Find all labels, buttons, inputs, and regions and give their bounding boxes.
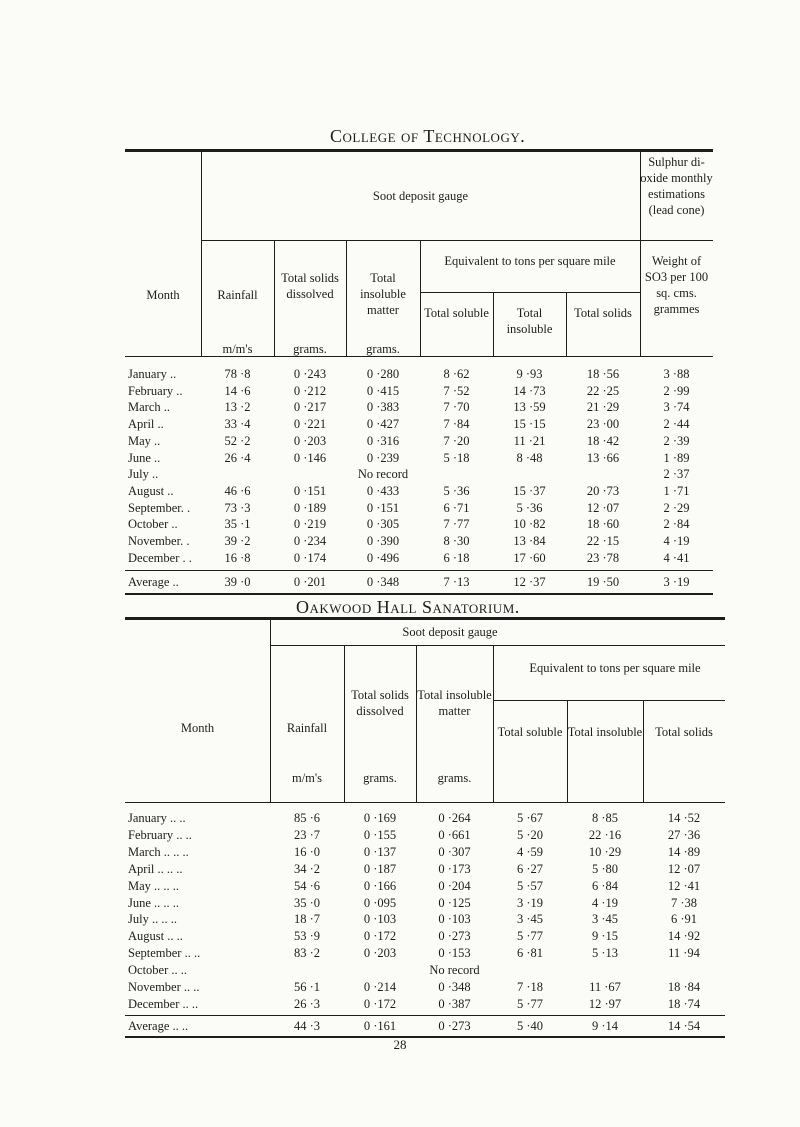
solids-dissolved-cell: 0 ·155 bbox=[363, 827, 397, 842]
total-insoluble-cell: 17 ·60 bbox=[513, 550, 546, 565]
total-soluble-cell: 8 ·30 bbox=[443, 534, 470, 548]
solids-dissolved-cell: 0 ·234 bbox=[293, 534, 327, 548]
month-cell: October .. .. bbox=[128, 963, 188, 978]
total-soluble-header: Total soluble bbox=[497, 725, 563, 739]
insoluble-matter-cell: No record bbox=[429, 963, 480, 978]
page-title: College of Technology. bbox=[330, 126, 526, 146]
rainfall-cell: 54 ·6 bbox=[293, 878, 321, 893]
so2-weight-cell: 3 ·19 bbox=[663, 575, 690, 589]
insoluble-matter-cell: 0 ·204 bbox=[438, 878, 471, 893]
total-solids-cell: 7 ·38 bbox=[670, 895, 698, 910]
month-cell: May .. .. .. bbox=[128, 878, 180, 893]
table-row bbox=[0, 827, 800, 844]
total-insoluble-cell: 9 ·15 bbox=[591, 929, 619, 944]
total-insoluble-cell: 4 ·19 bbox=[591, 895, 619, 910]
total-insoluble-cell: 14 ·73 bbox=[513, 383, 546, 398]
solids-dissolved-cell: 0 ·095 bbox=[363, 895, 397, 910]
month-cell: November .. .. bbox=[128, 980, 200, 994]
total-insoluble-matter-header: Total insoluble matter bbox=[417, 688, 492, 718]
soot-deposit-gauge-header: Soot deposit gauge bbox=[372, 189, 469, 203]
total-solids-cell: 13 ·66 bbox=[586, 450, 620, 465]
total-solids-cell: 20 ·73 bbox=[586, 483, 620, 498]
table1-vrule bbox=[420, 240, 421, 357]
table1-vrule bbox=[566, 292, 567, 357]
total-insoluble-cell: 9 ·93 bbox=[516, 367, 543, 381]
total-soluble-cell: 7 ·84 bbox=[443, 417, 470, 432]
total-solids-cell: 19 ·50 bbox=[586, 575, 620, 589]
solids-dissolved-cell: 0 ·169 bbox=[363, 811, 397, 825]
total-insoluble-cell: 22 ·16 bbox=[588, 827, 622, 842]
total-solids-cell: 18 ·84 bbox=[667, 980, 701, 994]
insoluble-matter-cell: 0 ·125 bbox=[438, 895, 471, 910]
table-row bbox=[0, 383, 800, 400]
insoluble-matter-cell: 0 ·496 bbox=[366, 550, 400, 565]
total-solids-cell: 14 ·52 bbox=[667, 811, 701, 825]
total-solids-cell: 14 ·89 bbox=[667, 844, 701, 859]
table-row bbox=[0, 996, 800, 1013]
table2-title: Oakwood Hall Sanatorium. bbox=[296, 597, 520, 617]
insoluble-matter-cell: 0 ·264 bbox=[438, 811, 471, 825]
table-row bbox=[0, 416, 800, 433]
table1-top-rule bbox=[125, 149, 713, 152]
insoluble-matter-cell: 0 ·433 bbox=[366, 483, 400, 498]
rainfall-cell: 13 ·2 bbox=[224, 400, 251, 415]
total-insoluble-cell: 5 ·80 bbox=[591, 861, 619, 876]
total-soluble-cell: 6 ·81 bbox=[516, 946, 544, 961]
rainfall-cell: 26 ·4 bbox=[224, 450, 251, 465]
total-insoluble-header: Total insoluble bbox=[506, 306, 553, 336]
rainfall-cell: 44 ·3 bbox=[293, 1019, 321, 1033]
total-soluble-cell: 6 ·27 bbox=[516, 861, 544, 876]
solids-dissolved-cell: 0 ·146 bbox=[293, 450, 327, 465]
total-solids-cell: 18 ·42 bbox=[586, 433, 620, 448]
table-row bbox=[0, 878, 800, 895]
solids-dissolved-unit: grams. bbox=[363, 771, 397, 785]
table-row bbox=[0, 979, 800, 996]
table2-vrule bbox=[643, 700, 644, 803]
so2-weight-cell: 1 ·71 bbox=[663, 483, 690, 498]
rainfall-cell: 78 ·8 bbox=[224, 367, 251, 381]
insoluble-matter-cell: 0 ·239 bbox=[366, 450, 400, 465]
solids-dissolved-cell: 0 ·137 bbox=[363, 844, 397, 859]
total-insoluble-cell: 12 ·37 bbox=[513, 575, 546, 589]
rainfall-cell: 35 ·0 bbox=[293, 895, 321, 910]
solids-dissolved-cell: 0 ·221 bbox=[293, 417, 327, 432]
total-soluble-cell: 5 ·77 bbox=[516, 929, 544, 944]
table-row bbox=[0, 810, 800, 827]
month-cell: February .. .. bbox=[128, 827, 192, 842]
total-soluble-cell: 7 ·18 bbox=[516, 980, 544, 994]
table2-average-rule bbox=[125, 1015, 725, 1016]
month-cell: December . . bbox=[128, 550, 192, 565]
insoluble-matter-cell: 0 ·273 bbox=[438, 929, 471, 944]
rainfall-cell: 85 ·6 bbox=[293, 811, 321, 825]
rainfall-cell: 83 ·2 bbox=[293, 946, 321, 961]
total-soluble-cell: 4 ·59 bbox=[516, 844, 544, 859]
table1-vrule bbox=[201, 152, 202, 357]
solids-dissolved-cell: 0 ·201 bbox=[293, 575, 327, 589]
total-soluble-cell: 3 ·19 bbox=[516, 895, 544, 910]
rainfall-cell: 46 ·6 bbox=[224, 483, 251, 498]
total-insoluble-cell: 3 ·45 bbox=[591, 912, 619, 927]
total-insoluble-cell: 11 ·21 bbox=[513, 433, 546, 448]
table-row bbox=[0, 466, 800, 483]
month-cell: July .. bbox=[128, 467, 159, 482]
page-number: 28 bbox=[393, 1037, 407, 1052]
total-solids-cell: 18 ·74 bbox=[667, 996, 701, 1011]
so2-weight-cell: 2 ·29 bbox=[663, 500, 690, 515]
insoluble-matter-cell: 0 ·305 bbox=[366, 517, 400, 532]
so2-weight-cell: 2 ·37 bbox=[663, 467, 690, 482]
average-row bbox=[0, 574, 800, 591]
table-row bbox=[0, 433, 800, 450]
rainfall-cell: 39 ·2 bbox=[224, 534, 251, 548]
insoluble-matter-cell: No record bbox=[357, 467, 409, 482]
rainfall-cell: 33 ·4 bbox=[224, 417, 251, 432]
month-cell: April .. bbox=[128, 417, 164, 432]
table-row bbox=[0, 962, 800, 979]
total-insoluble-cell: 5 ·13 bbox=[591, 946, 619, 961]
equivalent-header: Equivalent to tons per square mile bbox=[444, 254, 616, 268]
table-row bbox=[0, 450, 800, 467]
total-insoluble-cell: 13 ·84 bbox=[513, 534, 546, 548]
total-soluble-cell: 5 ·40 bbox=[516, 1019, 544, 1033]
table-row bbox=[0, 861, 800, 878]
total-insoluble-cell: 10 ·29 bbox=[588, 844, 622, 859]
rainfall-cell: 16 ·8 bbox=[224, 550, 251, 565]
total-solids-cell: 12 ·07 bbox=[586, 500, 620, 515]
solids-dissolved-cell: 0 ·172 bbox=[363, 929, 397, 944]
solids-dissolved-cell: 0 ·166 bbox=[363, 878, 397, 893]
table-row bbox=[0, 895, 800, 912]
month-cell: September. . bbox=[128, 500, 191, 515]
month-cell: October .. bbox=[128, 517, 178, 532]
table-row bbox=[0, 500, 800, 517]
average-row bbox=[0, 1018, 800, 1035]
solids-dissolved-cell: 0 ·189 bbox=[293, 500, 327, 515]
total-soluble-cell: 5 ·18 bbox=[443, 450, 470, 465]
total-solids-cell: 21 ·29 bbox=[586, 400, 620, 415]
total-insoluble-matter-header: Total insoluble matter bbox=[360, 271, 406, 317]
table-row bbox=[0, 550, 800, 567]
total-solids-cell: 14 ·92 bbox=[667, 929, 701, 944]
month-cell: March .. bbox=[128, 400, 170, 415]
so2-weight-cell: 2 ·44 bbox=[663, 417, 690, 432]
rainfall-cell: 18 ·7 bbox=[293, 912, 321, 927]
so2-weight-cell: 3 ·88 bbox=[663, 367, 690, 381]
total-soluble-cell: 5 ·57 bbox=[516, 878, 544, 893]
total-insoluble-cell: 15 ·15 bbox=[513, 417, 546, 432]
table-row bbox=[0, 928, 800, 945]
month-cell: April .. .. .. bbox=[128, 861, 183, 876]
total-insoluble-cell: 10 ·82 bbox=[513, 517, 546, 532]
table-row bbox=[0, 516, 800, 533]
rainfall-cell: 34 ·2 bbox=[293, 861, 321, 876]
rainfall-cell: 35 ·1 bbox=[224, 517, 251, 532]
total-solids-cell: 6 ·91 bbox=[670, 912, 698, 927]
solids-dissolved-cell: 0 ·219 bbox=[293, 517, 327, 532]
table2-top-rule bbox=[125, 617, 725, 620]
rainfall-cell: 73 ·3 bbox=[224, 500, 251, 515]
total-insoluble-cell: 6 ·84 bbox=[591, 878, 619, 893]
solids-dissolved-cell: 0 ·103 bbox=[363, 912, 397, 927]
total-solids-cell: 22 ·25 bbox=[586, 383, 620, 398]
month-cell: January .. bbox=[128, 367, 177, 381]
total-soluble-cell: 5 ·36 bbox=[443, 483, 470, 498]
table1-bottom-rule bbox=[125, 593, 713, 595]
weight-so3-header: Weight of SO3 per 100 sq. cms. grammes bbox=[644, 254, 709, 316]
solids-dissolved-cell: 0 ·203 bbox=[363, 946, 397, 961]
table-row bbox=[0, 911, 800, 928]
insoluble-matter-cell: 0 ·307 bbox=[438, 844, 471, 859]
rainfall-cell: 26 ·3 bbox=[293, 996, 321, 1011]
month-header: Month bbox=[146, 288, 180, 302]
total-solids-cell: 11 ·94 bbox=[668, 946, 700, 961]
insoluble-matter-cell: 0 ·390 bbox=[366, 534, 400, 548]
table1-header-rule bbox=[201, 240, 713, 241]
total-solids-dissolved-header: Total solids dissolved bbox=[351, 688, 409, 718]
table-row bbox=[0, 399, 800, 416]
table2-bottom-rule bbox=[125, 1036, 725, 1038]
month-cell: May .. bbox=[128, 433, 161, 448]
total-solids-cell: 22 ·15 bbox=[586, 534, 620, 548]
month-cell: June .. bbox=[128, 450, 161, 465]
month-cell: November. . bbox=[128, 534, 190, 548]
insoluble-matter-cell: 0 ·427 bbox=[366, 417, 400, 432]
total-solids-header: Total solids bbox=[574, 306, 632, 320]
rainfall-cell: 56 ·1 bbox=[293, 980, 321, 994]
month-cell: June .. .. .. bbox=[128, 895, 180, 910]
total-soluble-cell: 7 ·52 bbox=[443, 383, 470, 398]
total-solids-cell: 23 ·78 bbox=[586, 550, 620, 565]
so2-weight-cell: 2 ·84 bbox=[663, 517, 690, 532]
insoluble-matter-cell: 0 ·316 bbox=[366, 433, 400, 448]
rainfall-unit: m/m's bbox=[222, 342, 253, 356]
total-solids-header: Total solids bbox=[655, 725, 713, 739]
total-soluble-cell: 3 ·45 bbox=[516, 912, 544, 927]
table-row bbox=[0, 945, 800, 962]
insoluble-matter-unit: grams. bbox=[437, 771, 472, 785]
insoluble-matter-unit: grams. bbox=[366, 342, 400, 356]
total-solids-cell: 23 ·00 bbox=[586, 417, 620, 432]
solids-dissolved-cell: 0 ·214 bbox=[363, 980, 397, 994]
equivalent-header: Equivalent to tons per square mile bbox=[529, 661, 701, 675]
insoluble-matter-cell: 0 ·153 bbox=[438, 946, 471, 961]
solids-dissolved-cell: 0 ·217 bbox=[293, 400, 327, 415]
total-insoluble-cell: 13 ·59 bbox=[513, 400, 546, 415]
total-solids-cell: 18 ·56 bbox=[586, 367, 620, 381]
insoluble-matter-cell: 0 ·151 bbox=[366, 500, 400, 515]
table2-header-rule bbox=[493, 700, 725, 701]
month-cell: Average .. bbox=[128, 575, 179, 589]
total-soluble-header: Total soluble bbox=[424, 306, 489, 320]
insoluble-matter-cell: 0 ·383 bbox=[366, 400, 400, 415]
table2-header-bottom-rule bbox=[125, 802, 725, 803]
month-cell: August .. .. bbox=[128, 929, 183, 944]
total-solids-cell: 14 ·54 bbox=[667, 1019, 701, 1033]
total-soluble-cell: 7 ·70 bbox=[443, 400, 470, 415]
insoluble-matter-cell: 0 ·280 bbox=[366, 367, 400, 381]
table-row bbox=[0, 844, 800, 861]
table-row bbox=[0, 366, 800, 383]
total-insoluble-cell: 15 ·37 bbox=[513, 483, 546, 498]
total-insoluble-cell: 8 ·48 bbox=[516, 450, 543, 465]
insoluble-matter-cell: 0 ·387 bbox=[438, 996, 471, 1011]
total-insoluble-header: Total insoluble bbox=[567, 725, 643, 739]
insoluble-matter-cell: 0 ·415 bbox=[366, 383, 400, 398]
solids-dissolved-cell: 0 ·243 bbox=[293, 367, 327, 381]
total-soluble-cell: 5 ·67 bbox=[516, 811, 544, 825]
insoluble-matter-cell: 0 ·661 bbox=[438, 827, 471, 842]
so2-weight-cell: 4 ·41 bbox=[663, 550, 690, 565]
table1-header-rule bbox=[420, 292, 640, 293]
total-solids-cell: 12 ·07 bbox=[667, 861, 701, 876]
month-cell: February .. bbox=[128, 383, 183, 398]
total-insoluble-cell: 8 ·85 bbox=[591, 811, 619, 825]
month-cell: March .. .. .. bbox=[128, 844, 189, 859]
insoluble-matter-cell: 0 ·173 bbox=[438, 861, 471, 876]
total-solids-cell: 27 ·36 bbox=[667, 827, 701, 842]
solids-dissolved-cell: 0 ·203 bbox=[293, 433, 327, 448]
total-soluble-cell: 8 ·62 bbox=[443, 367, 470, 381]
table-row bbox=[0, 483, 800, 500]
total-insoluble-cell: 11 ·67 bbox=[589, 980, 621, 994]
insoluble-matter-cell: 0 ·348 bbox=[438, 980, 471, 994]
total-solids-cell: 12 ·41 bbox=[667, 878, 701, 893]
insoluble-matter-cell: 0 ·103 bbox=[438, 912, 471, 927]
rainfall-cell: 53 ·9 bbox=[293, 929, 321, 944]
total-soluble-cell: 6 ·18 bbox=[443, 550, 470, 565]
total-soluble-cell: 7 ·13 bbox=[443, 575, 470, 589]
month-cell: August .. bbox=[128, 483, 174, 498]
total-insoluble-cell: 9 ·14 bbox=[591, 1019, 619, 1033]
so2-weight-cell: 2 ·99 bbox=[663, 383, 690, 398]
month-cell: December .. .. bbox=[128, 996, 199, 1011]
total-insoluble-cell: 12 ·97 bbox=[588, 996, 622, 1011]
total-solids-dissolved-header: Total solids dissolved bbox=[281, 271, 339, 301]
total-insoluble-cell: 5 ·36 bbox=[516, 500, 543, 515]
soot-deposit-gauge-header: Soot deposit gauge bbox=[402, 625, 498, 639]
month-cell: Average .. .. bbox=[128, 1019, 189, 1033]
table-row bbox=[0, 533, 800, 550]
month-cell: July .. .. .. bbox=[128, 912, 177, 927]
rainfall-unit: m/m's bbox=[291, 771, 323, 785]
insoluble-matter-cell: 0 ·348 bbox=[366, 575, 400, 589]
so2-weight-cell: 1 ·89 bbox=[663, 450, 690, 465]
rainfall-cell: 52 ·2 bbox=[224, 433, 251, 448]
rainfall-cell: 14 ·6 bbox=[224, 383, 251, 398]
total-soluble-cell: 7 ·20 bbox=[443, 433, 470, 448]
month-cell: September .. .. bbox=[128, 946, 201, 961]
rainfall-header: Rainfall bbox=[286, 721, 328, 735]
solids-dissolved-cell: 0 ·187 bbox=[363, 861, 397, 876]
so2-weight-cell: 3 ·74 bbox=[663, 400, 690, 415]
so2-weight-cell: 4 ·19 bbox=[663, 534, 690, 548]
table2-vrule bbox=[567, 700, 568, 803]
insoluble-matter-cell: 0 ·273 bbox=[438, 1019, 471, 1033]
sulphur-dioxide-header: Sulphur di-oxide monthly estimations (lead cone) bbox=[640, 155, 713, 217]
table1-average-rule bbox=[125, 570, 713, 571]
total-solids-cell: 18 ·60 bbox=[586, 517, 620, 532]
month-cell: January .. .. bbox=[128, 811, 186, 825]
so2-weight-cell: 2 ·39 bbox=[663, 433, 690, 448]
solids-dissolved-unit: grams. bbox=[293, 342, 327, 356]
rainfall-header: Rainfall bbox=[217, 288, 258, 302]
rainfall-cell: 39 ·0 bbox=[224, 575, 251, 589]
rainfall-cell: 23 ·7 bbox=[293, 827, 321, 842]
solids-dissolved-cell: 0 ·174 bbox=[293, 550, 327, 565]
solids-dissolved-cell: 0 ·172 bbox=[363, 996, 397, 1011]
solids-dissolved-cell: 0 ·212 bbox=[293, 383, 327, 398]
solids-dissolved-cell: 0 ·151 bbox=[293, 483, 327, 498]
total-soluble-cell: 7 ·77 bbox=[443, 517, 470, 532]
total-soluble-cell: 6 ·71 bbox=[443, 500, 470, 515]
total-soluble-cell: 5 ·77 bbox=[516, 996, 544, 1011]
solids-dissolved-cell: 0 ·161 bbox=[363, 1019, 397, 1033]
month-header: Month bbox=[180, 721, 215, 735]
total-soluble-cell: 5 ·20 bbox=[516, 827, 544, 842]
table2-header-rule bbox=[270, 645, 725, 646]
rainfall-cell: 16 ·0 bbox=[293, 844, 321, 859]
